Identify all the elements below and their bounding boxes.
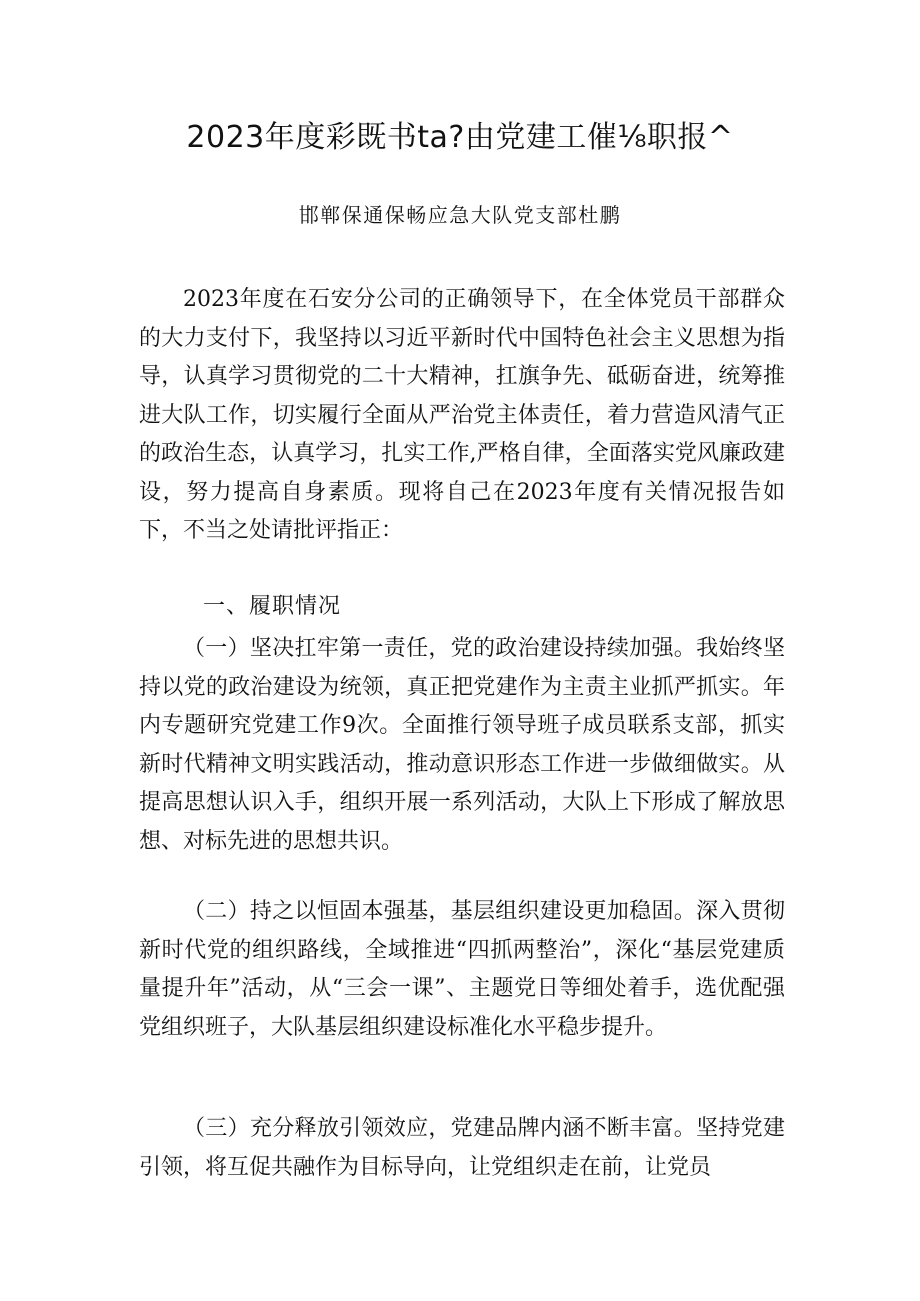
body-paragraph-2 <box>139 893 785 1047</box>
paragraph-text: （一）坚决扛牢第一责任，党的政治建设持续加强。我始终坚持以党的政治建设为统领，真正把党建作为主责主业抓严抓实。年内专题研究党建工作9次。全面推行领导班子成员联系支部，抓实新时代精神文明实践活动，推动意识形态工作进一步做细做实。从提高思想认识入手，组织开展一系列活动，大队上下形成了解放思想、对标先进的思想共识。 <box>139 636 785 854</box>
body-paragraph-1 <box>139 630 785 861</box>
intro-paragraph <box>139 281 785 551</box>
body-paragraph-3 <box>139 1110 785 1187</box>
paragraph-text: （二）持之以恒固本强基，基层组织建设更加稳固。深入贯彻新时代党的组织路线，全域推进“四抓两整治”，深化“基层党建质量提升年”活动，从“三会一课”、主题党日等细处着手，选优配强党组织班子，大队基层组织建设标准化水平稳步提升。 <box>139 899 785 1040</box>
document-title: 2023年度彩既书ta?由党建工催⅛职报^ <box>186 120 734 155</box>
section-heading: 一、履职情况 <box>203 594 342 619</box>
intro-paragraph-text: 2023年度在石安分公司的正确领导下，在全体党员干部群众的大力支付下，我坚持以习近平新时代中国特色社会主义思想为指导，认真学习贯彻党的二十大精神，扛旗争先、砥砺奋进，统筹推进大队工作，切实履行全面从严治党主体责任，着力营造风清气正的政治生态，认真学习，扎实工作,严格自律，全面落实党风廉政建设，努力提高自身素质。现将自己在2023年度有关情况报告如下，不当之处请批评指正： <box>139 287 785 543</box>
paragraph-text: （三）充分释放引领效应，党建品牌内涵不断丰富。坚持党建引领，将互促共融作为目标导向，让党组织走在前，让党员 <box>139 1116 785 1180</box>
document-author: 邯郸保通保畅应急大队党支部杜鹏 <box>298 203 622 227</box>
